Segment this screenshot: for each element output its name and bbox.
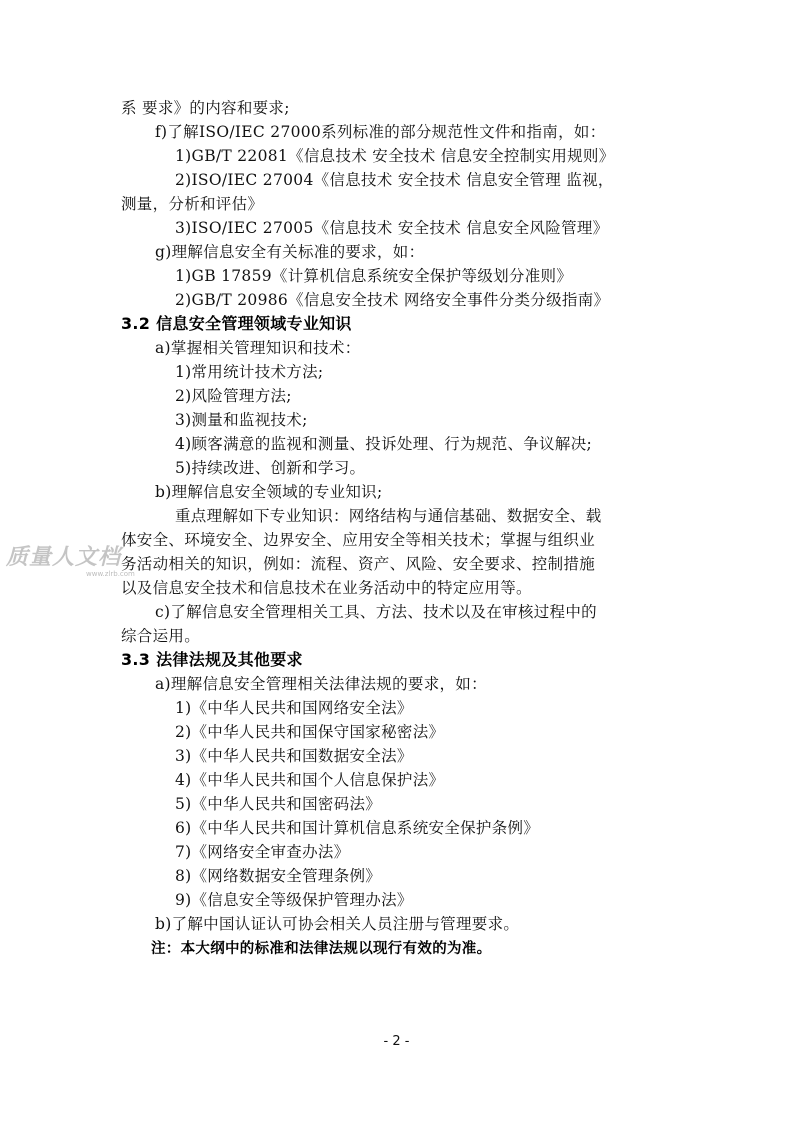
watermark-logo	[6, 540, 154, 584]
text-line-27: 2)《中华人民共和国保守国家秘密法》	[175, 723, 445, 741]
text-line-35: b)了解中国认证认可协会相关人员注册与管理要求。	[155, 915, 520, 933]
text-line-19: 体安全、环境安全、边界安全、应用安全等相关技术；掌握与组织业	[121, 531, 596, 549]
text-line-32: 7)《网络安全审查办法》	[175, 843, 350, 861]
text-line-23: 综合运用。	[121, 627, 201, 645]
text-line-6: 3)ISO/IEC 27005《信息技术 安全技术 信息安全风险管理》	[175, 219, 609, 237]
text-line-1: 系 要求》的内容和要求;	[121, 99, 290, 117]
note-line: 注：本大纲中的标准和法律法规以现行有效的为准。	[151, 941, 492, 957]
text-line-33: 8)《网络数据安全管理条例》	[175, 867, 382, 885]
text-line-9: 2)GB/T 20986《信息安全技术 网络安全事件分类分级指南》	[175, 291, 610, 309]
section-heading-3-3: 3.3 法律法规及其他要求	[121, 650, 303, 669]
text-line-5: 测量，分析和评估》	[121, 195, 264, 213]
text-line-4: 2)ISO/IEC 27004《信息技术 安全技术 信息安全管理 监视，	[175, 171, 614, 189]
text-line-14: 3)测量和监视技术;	[175, 411, 308, 429]
text-line-13: 2)风险管理方法;	[175, 387, 292, 405]
text-line-25: a)理解信息安全管理相关法律法规的要求，如：	[155, 675, 487, 693]
section-heading-3-2: 3.2 信息安全管理领域专业知识	[121, 314, 352, 333]
text-line-7: g)理解信息安全有关标准的要求，如：	[155, 243, 425, 261]
text-line-31: 6)《中华人民共和国计算机信息系统安全保护条例》	[175, 819, 540, 837]
watermark-text: 质量人文档	[6, 545, 122, 570]
watermark-url: www.zlrb.com	[86, 570, 135, 578]
text-line-15: 4)顾客满意的监视和测量、投诉处理、行为规范、争议解决;	[175, 435, 593, 453]
text-line-22: c)了解信息安全管理相关工具、方法、技术以及在审核过程中的	[155, 603, 597, 621]
text-line-17: b)理解信息安全领域的专业知识;	[155, 483, 383, 501]
text-line-30: 5)《中华人民共和国密码法》	[175, 795, 382, 813]
text-line-20: 务活动相关的知识，例如：流程、资产、风险、安全要求、控制措施	[121, 555, 596, 573]
text-line-2: f)了解ISO/IEC 27000系列标准的部分规范性文件和指南，如：	[155, 123, 606, 141]
page-number: - 2 -	[383, 1034, 410, 1049]
text-line-34: 9)《信息安全等级保护管理办法》	[175, 891, 413, 909]
text-line-26: 1)《中华人民共和国网络安全法》	[175, 699, 413, 717]
text-line-11: a)掌握相关管理知识和技术：	[155, 339, 361, 357]
text-line-3: 1)GB/T 22081《信息技术 安全技术 信息安全控制实用规则》	[175, 147, 615, 165]
text-line-18: 重点理解如下专业知识：网络结构与通信基础、数据安全、载	[175, 507, 602, 525]
text-line-21: 以及信息安全技术和信息技术在业务活动中的特定应用等。	[121, 579, 532, 597]
text-line-29: 4)《中华人民共和国个人信息保护法》	[175, 771, 445, 789]
text-line-28: 3)《中华人民共和国数据安全法》	[175, 747, 413, 765]
text-line-16: 5)持续改进、创新和学习。	[175, 459, 366, 477]
text-line-8: 1)GB 17859《计算机信息系统安全保护等级划分准则》	[175, 267, 573, 285]
text-line-12: 1)常用统计技术方法;	[175, 363, 324, 381]
